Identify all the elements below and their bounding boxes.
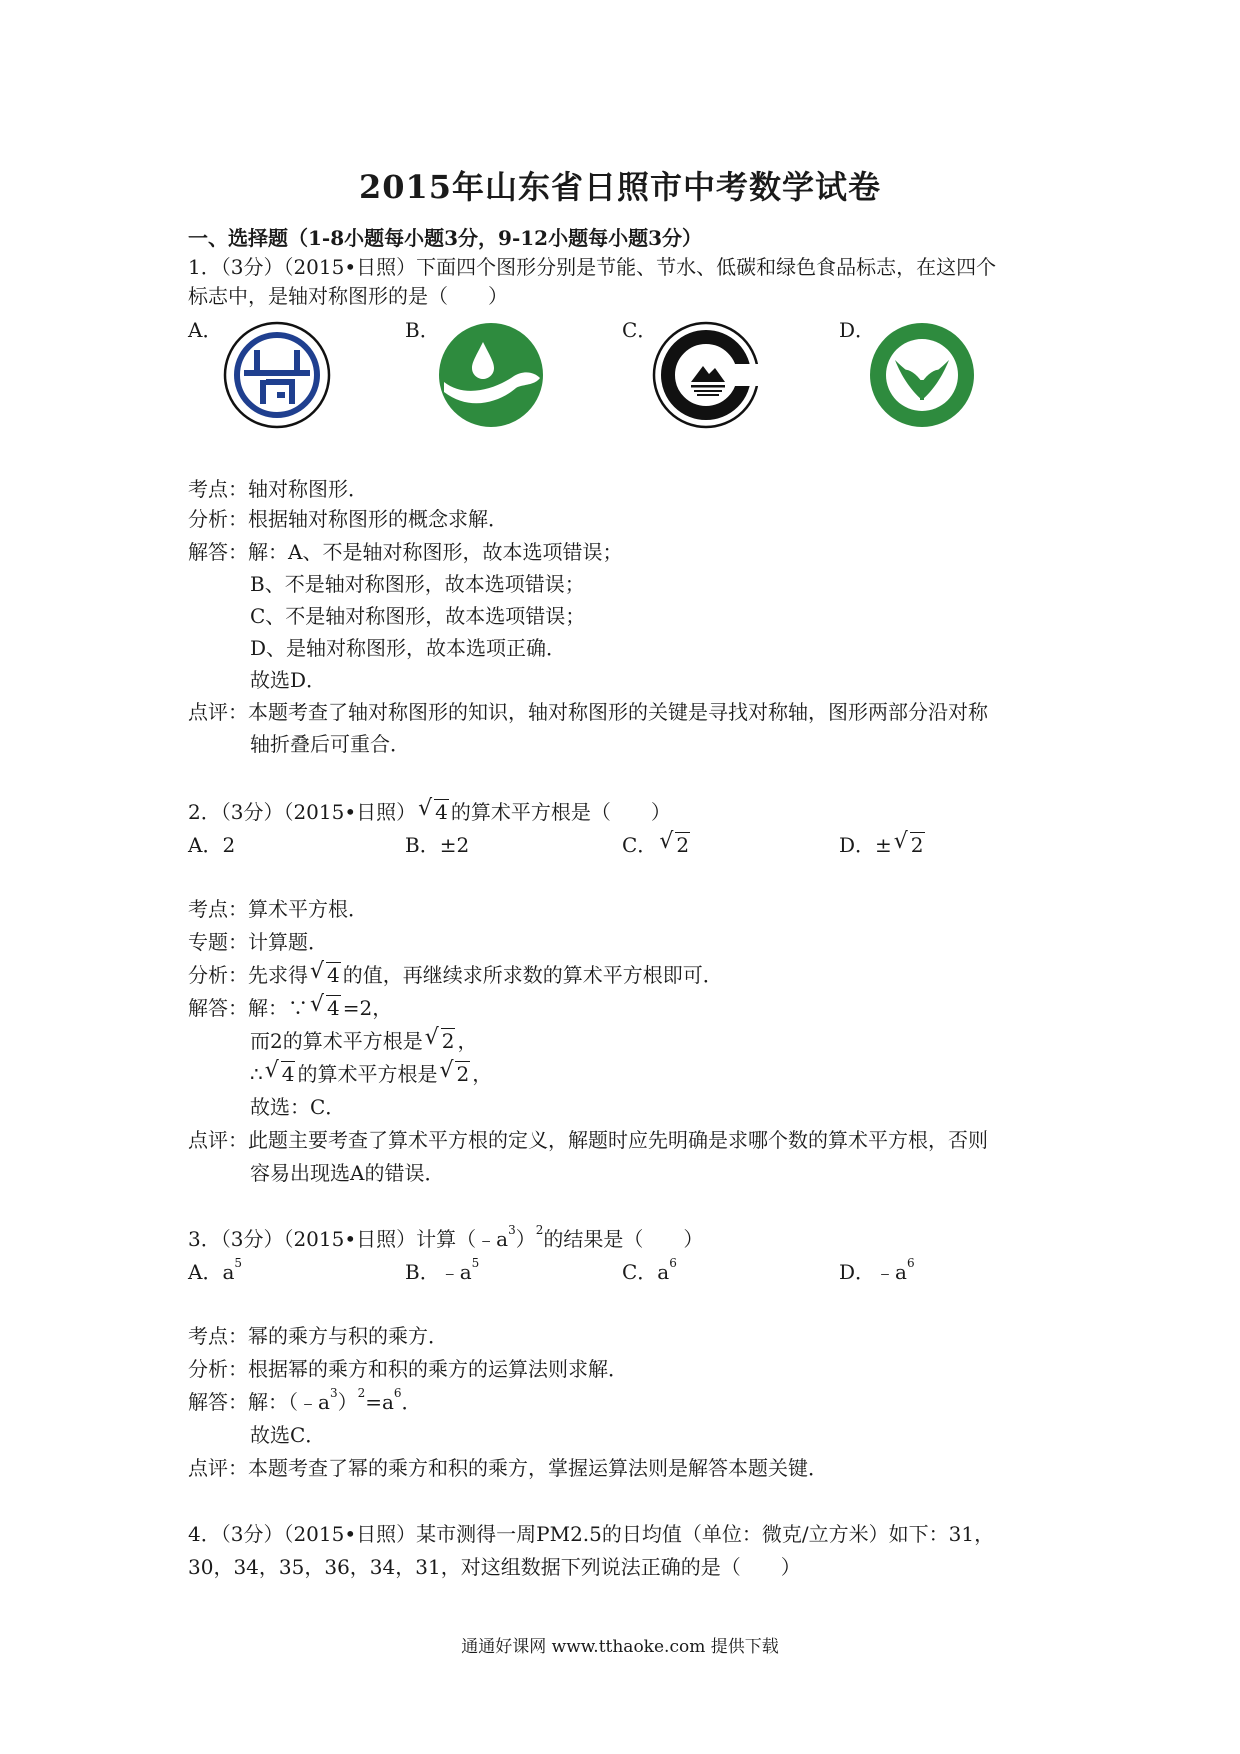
q2-dianping-line-2: 容易出现选A的错误． [250, 1161, 445, 1185]
q1-jieda-line-5: 故选D． [250, 668, 327, 692]
q1-jieda-line-2: B、不是轴对称图形，故本选项错误； [250, 572, 585, 596]
q3-option-d: D．$﹣a^6$ [839, 1256, 915, 1284]
energy-saving-logo-icon [222, 320, 332, 430]
q1-fenxi: 分析：根据轴对称图形的概念求解． [188, 507, 508, 531]
page-title: 2015年山东省日照市中考数学试卷 [358, 168, 882, 206]
q3-jieda-line-2: 故选C． [250, 1423, 326, 1447]
green-food-logo-icon [867, 320, 977, 430]
q2-jieda-line-4: 故选：C． [250, 1095, 346, 1119]
q1-jieda-line-1: 解答：解：A、不是轴对称图形，故本选项错误； [188, 540, 623, 564]
q3-kaodian: 考点：幂的乘方与积的乘方． [188, 1324, 448, 1348]
q2-stem [188, 800, 671, 824]
q1-jieda-line-3: C、不是轴对称图形，故本选项错误； [250, 604, 586, 628]
q3-option-c: C．$a^6$ [622, 1256, 677, 1284]
q2-jieda-line-1: 解答：解：∵√ 4 =2， [188, 996, 392, 1020]
q1-option-d-label: D． [839, 318, 876, 342]
q1-option-c-label: C． [622, 318, 658, 342]
q1-dianping-line-1: 点评：本题考查了轴对称图形的知识，轴对称图形的关键是寻找对称轴，图形两部分沿对称 [188, 700, 988, 724]
q2-option-b: B．±2 [405, 833, 470, 857]
q2-option-a: A．2 [188, 833, 236, 857]
q1-stem-line-1: 1．（3分）（2015•日照）下面四个图形分别是节能、节水、低碳和绿色食品标志，在这四个 [188, 255, 997, 279]
q2-zhuanti: 专题：计算题． [188, 930, 328, 954]
q4-stem-line-2: 30，34，35，36，34，31，对这组数据下列说法正确的是（ ） [188, 1555, 801, 1579]
q3-option-b: B．$﹣a^5$ [405, 1256, 480, 1284]
q1-stem-line-2: 标志中，是轴对称图形的是（ ） [188, 284, 508, 308]
q1-option-b-label: B． [405, 318, 440, 342]
q2-fenxi: 分析：先求得√ 4 的值，再继续求所求数的算术平方根即可． [188, 963, 723, 987]
q3-option-a: A．$a^5$ [188, 1256, 243, 1284]
q2-dianping-line-1: 点评：此题主要考查了算术平方根的定义，解题时应先明确是求哪个数的算术平方根，否则 [188, 1128, 988, 1152]
q1-kaodian: 考点：轴对称图形． [188, 477, 368, 501]
q1-jieda-line-4: D、是轴对称图形，故本选项正确． [250, 636, 567, 660]
q4-stem-line-1: 4．（3分）（2015•日照）某市测得一周PM2.5的日均值（单位：微克/立方米）如下：31， [188, 1522, 995, 1546]
low-carbon-logo-icon [651, 320, 761, 430]
q1-dianping-line-2: 轴折叠后可重合． [250, 732, 410, 756]
section-heading: 一、选择题（1-8小题每小题3分，9-12小题每小题3分） [188, 226, 703, 250]
q2-option-c: C．√ 2 [622, 833, 692, 857]
q2-kaodian: 考点：算术平方根． [188, 897, 368, 921]
q3-jieda-line-1: 解答：解：$(﹣a^3)^2=a^6$． [188, 1386, 422, 1414]
q2-option-d: D．±√ 2 [839, 833, 927, 857]
q2-jieda-line-2: 而2的算术平方根是√ 2 ， [250, 1029, 477, 1053]
q3-stem: 3．（3分）（2015•日照）计算$(﹣a^3)^2$的结果是（ ） [188, 1223, 704, 1251]
q2-stem-prefix: 2．（3分）（2015•日照） [188, 800, 417, 824]
q2-stem-suffix: 的算术平方根是（ ） [450, 800, 671, 824]
q1-option-a-label: A． [188, 318, 223, 342]
sqrt-2-radical: √ 2 [894, 833, 925, 857]
sqrt-2-radical: √ 2 [659, 833, 690, 857]
page-footer: 通通好课网 www.tthaoke.com 提供下载 [461, 1637, 779, 1657]
q3-dianping: 点评：本题考查了幂的乘方和积的乘方，掌握运算法则是解答本题关键． [188, 1456, 828, 1480]
q2-jieda-line-3: ∴√ 4 的算术平方根是√ 2 ， [250, 1062, 492, 1086]
q3-fenxi: 分析：根据幂的乘方和积的乘方的运算法则求解． [188, 1357, 628, 1381]
water-saving-logo-icon [436, 320, 546, 430]
sqrt-4-radical: √ 4 [418, 800, 449, 824]
